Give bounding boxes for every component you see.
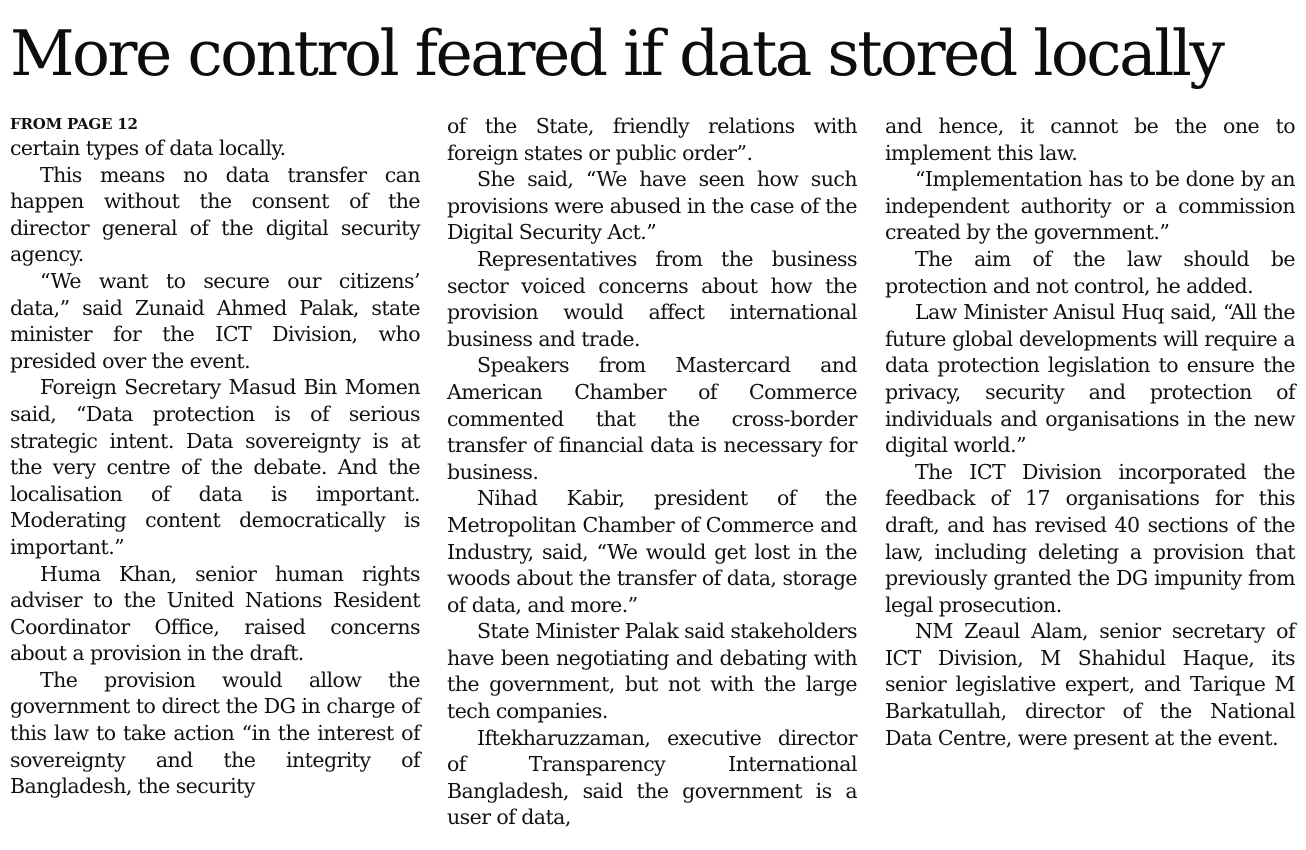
- continued-from-kicker: FROM PAGE 12: [10, 115, 138, 133]
- article-column-1: [10, 113, 420, 800]
- paragraph: Huma Khan, senior human rights adviser to the United Nations Resident Coordinator Office, raised concerns about a provision in the draft.: [10, 561, 420, 666]
- paragraph: The ICT Division incorporated the feedback of 17 organisations for this draft, and has revised 40 sections of the law, including deleting a provision that previously granted the DG impunity from legal prosecution.: [885, 459, 1295, 617]
- paragraph: Law Minister Anisul Huq said, “All the future global developments will require a data protection legislation to ensure the privacy, security and protection of individuals and organisations in the new digital world.”: [885, 300, 1295, 458]
- paragraph: “Implementation has to be done by an independent authority or a commission created by the government.”: [885, 167, 1295, 245]
- paragraph: and hence, it cannot be the one to implement this law.: [885, 114, 1295, 165]
- article-column-2: [447, 113, 857, 831]
- paragraph: NM Zeaul Alam, senior secretary of ICT Division, M Shahidul Haque, its senior legislative expert, and Tarique M Barkatullah, director of the National Data Centre, were present at the event.: [885, 619, 1295, 750]
- headline: More control feared if data stored locally: [10, 17, 1223, 90]
- paragraph: Speakers from Mastercard and American Chamber of Commerce commented that the cross-border transfer of financial data is necessary for business.: [447, 353, 857, 484]
- paragraph: State Minister Palak said stakeholders have been negotiating and debating with the government, but not with the large tech companies.: [447, 619, 857, 724]
- paragraph: She said, “We have seen how such provisions were abused in the case of the Digital Security Act.”: [447, 167, 857, 245]
- paragraph: Foreign Secretary Masud Bin Momen said, “Data protection is of serious strategic intent. Data sovereignty is at the very centre of the debate. And the localisation of data is important. Moderating content democratically is important.”: [10, 375, 420, 559]
- paragraph: Representatives from the business sector voiced concerns about how the provision would affect international business and trade.: [447, 246, 857, 351]
- article-column-3: [885, 113, 1295, 751]
- paragraph: The aim of the law should be protection and not control, he added.: [885, 246, 1295, 298]
- paragraph: Iftekharuzzaman, executive director of Transparency International Bangladesh, said the government is a user of data,: [447, 725, 857, 830]
- paragraph: The provision would allow the government to direct the DG in charge of this law to take action “in the interest of sovereignty and the integrity of Bangladesh, the security: [10, 667, 420, 799]
- paragraph: “We want to secure our citizens’ data,” said Zunaid Ahmed Palak, state minister for the ICT Division, who presided over the event.: [10, 268, 420, 373]
- paragraph: of the State, friendly relations with foreign states or public order”.: [447, 114, 857, 165]
- paragraph: certain types of data locally.: [10, 136, 286, 160]
- paragraph: This means no data transfer can happen without the consent of the director general of the digital security agency.: [10, 162, 420, 267]
- paragraph: Nihad Kabir, president of the Metropolitan Chamber of Commerce and Industry, said, “We would get lost in the woods about the transfer of data, storage of data, and more.”: [447, 486, 857, 617]
